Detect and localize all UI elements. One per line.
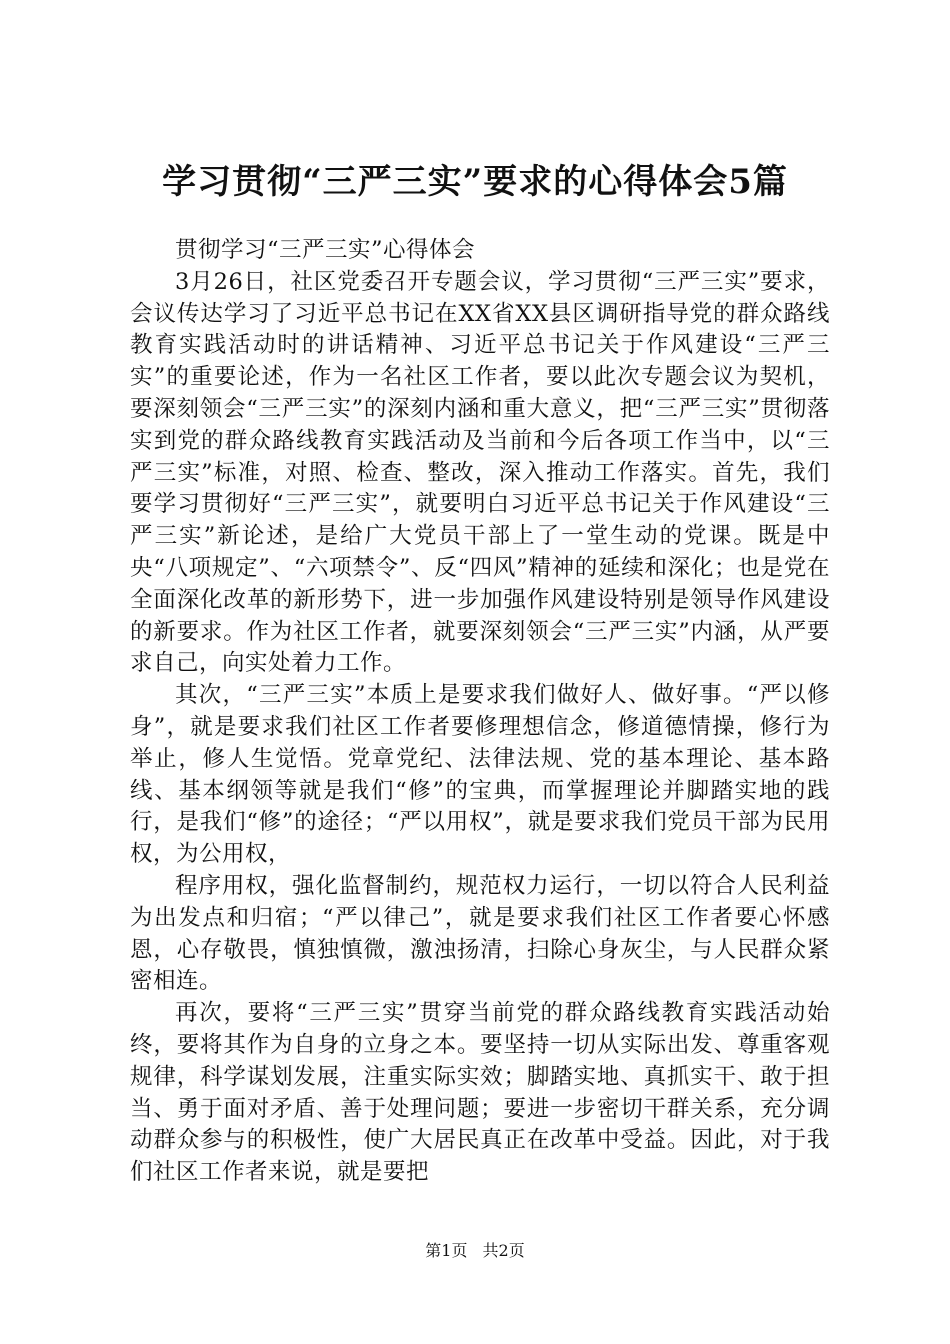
page-footer xyxy=(0,1240,950,1262)
page-number-total: 共2页 xyxy=(482,1241,525,1260)
paragraph: 再次，要将“三严三实”贯穿当前党的群众路线教育实践活动始终，要将其作为自身的立身之本。要坚持一切从实际出发、尊重客观规律，科学谋划发展，注重实际实效；脚踏实地、真抓实干、敢于担当、勇于面对矛盾、善于处理问题；要进一步密切干群关系，充分调动群众参与的积极性，使广大居民真正在改革中受益。因此，对于我们社区工作者来说，就是要把 xyxy=(130,1000,830,1186)
page-number-current: 第1页 xyxy=(425,1241,468,1260)
paragraph: 程序用权，强化监督制约，规范权力运行，一切以符合人民利益为出发点和归宿；“严以律己”，就是要求我们社区工作者要心怀感恩，心存敬畏，慎独慎微，激浊扬清，扫除心身灰尘，与人民群众紧密相连。 xyxy=(130,872,830,995)
paragraph-subtitle: 贯彻学习“三严三实”心得体会 xyxy=(175,237,476,263)
document-title: 学习贯彻“三严三实”要求的心得体会5篇 xyxy=(162,162,788,202)
paragraph: 3月26日，社区党委召开专题会议，学习贯彻“三严三实”要求，会议传达学习了习近平总书记在XX省XX县区调研指导党的群众路线教育实践活动时的讲话精神、习近平总书记关于作风建设“三严三实”的重要论述，作为一名社区工作者，要以此次专题会议为契机，要深刻领会“三严三实”的深刻内涵和重大意义，把“三严三实”贯彻落实到党的群众路线教育实践活动及当前和今后各项工作当中，以“三严三实”标准，对照、检查、整改，深入推动工作落实。首先，我们要学习贯彻好“三严三实”，就要明白习近平总书记关于作风建设“三严三实”新论述，是给广大党员干部上了一堂生动的党课。既是中央“八项规定”、“六项禁令”、反“四风”精神的延续和深化；也是党在全面深化改革的新形势下，进一步加强作风建设特别是领导作风建设的新要求。作为社区工作者，就要深刻领会“三严三实”内涵，从严要求自己，向实处着力工作。 xyxy=(130,268,830,677)
document-body xyxy=(130,235,830,1189)
paragraph: 其次，“三严三实”本质上是要求我们做好人、做好事。“严以修身”，就是要求我们社区工作者要修理想信念，修道德情操，修行为举止，修人生觉悟。党章党纪、法律法规、党的基本理论、基本路线、基本纲领等就是我们“修”的宝典，而掌握理论并脚踏实地的践行，是我们“修”的途径；“严以用权”，就是要求我们党员干部为民用权，为公用权， xyxy=(130,682,830,868)
